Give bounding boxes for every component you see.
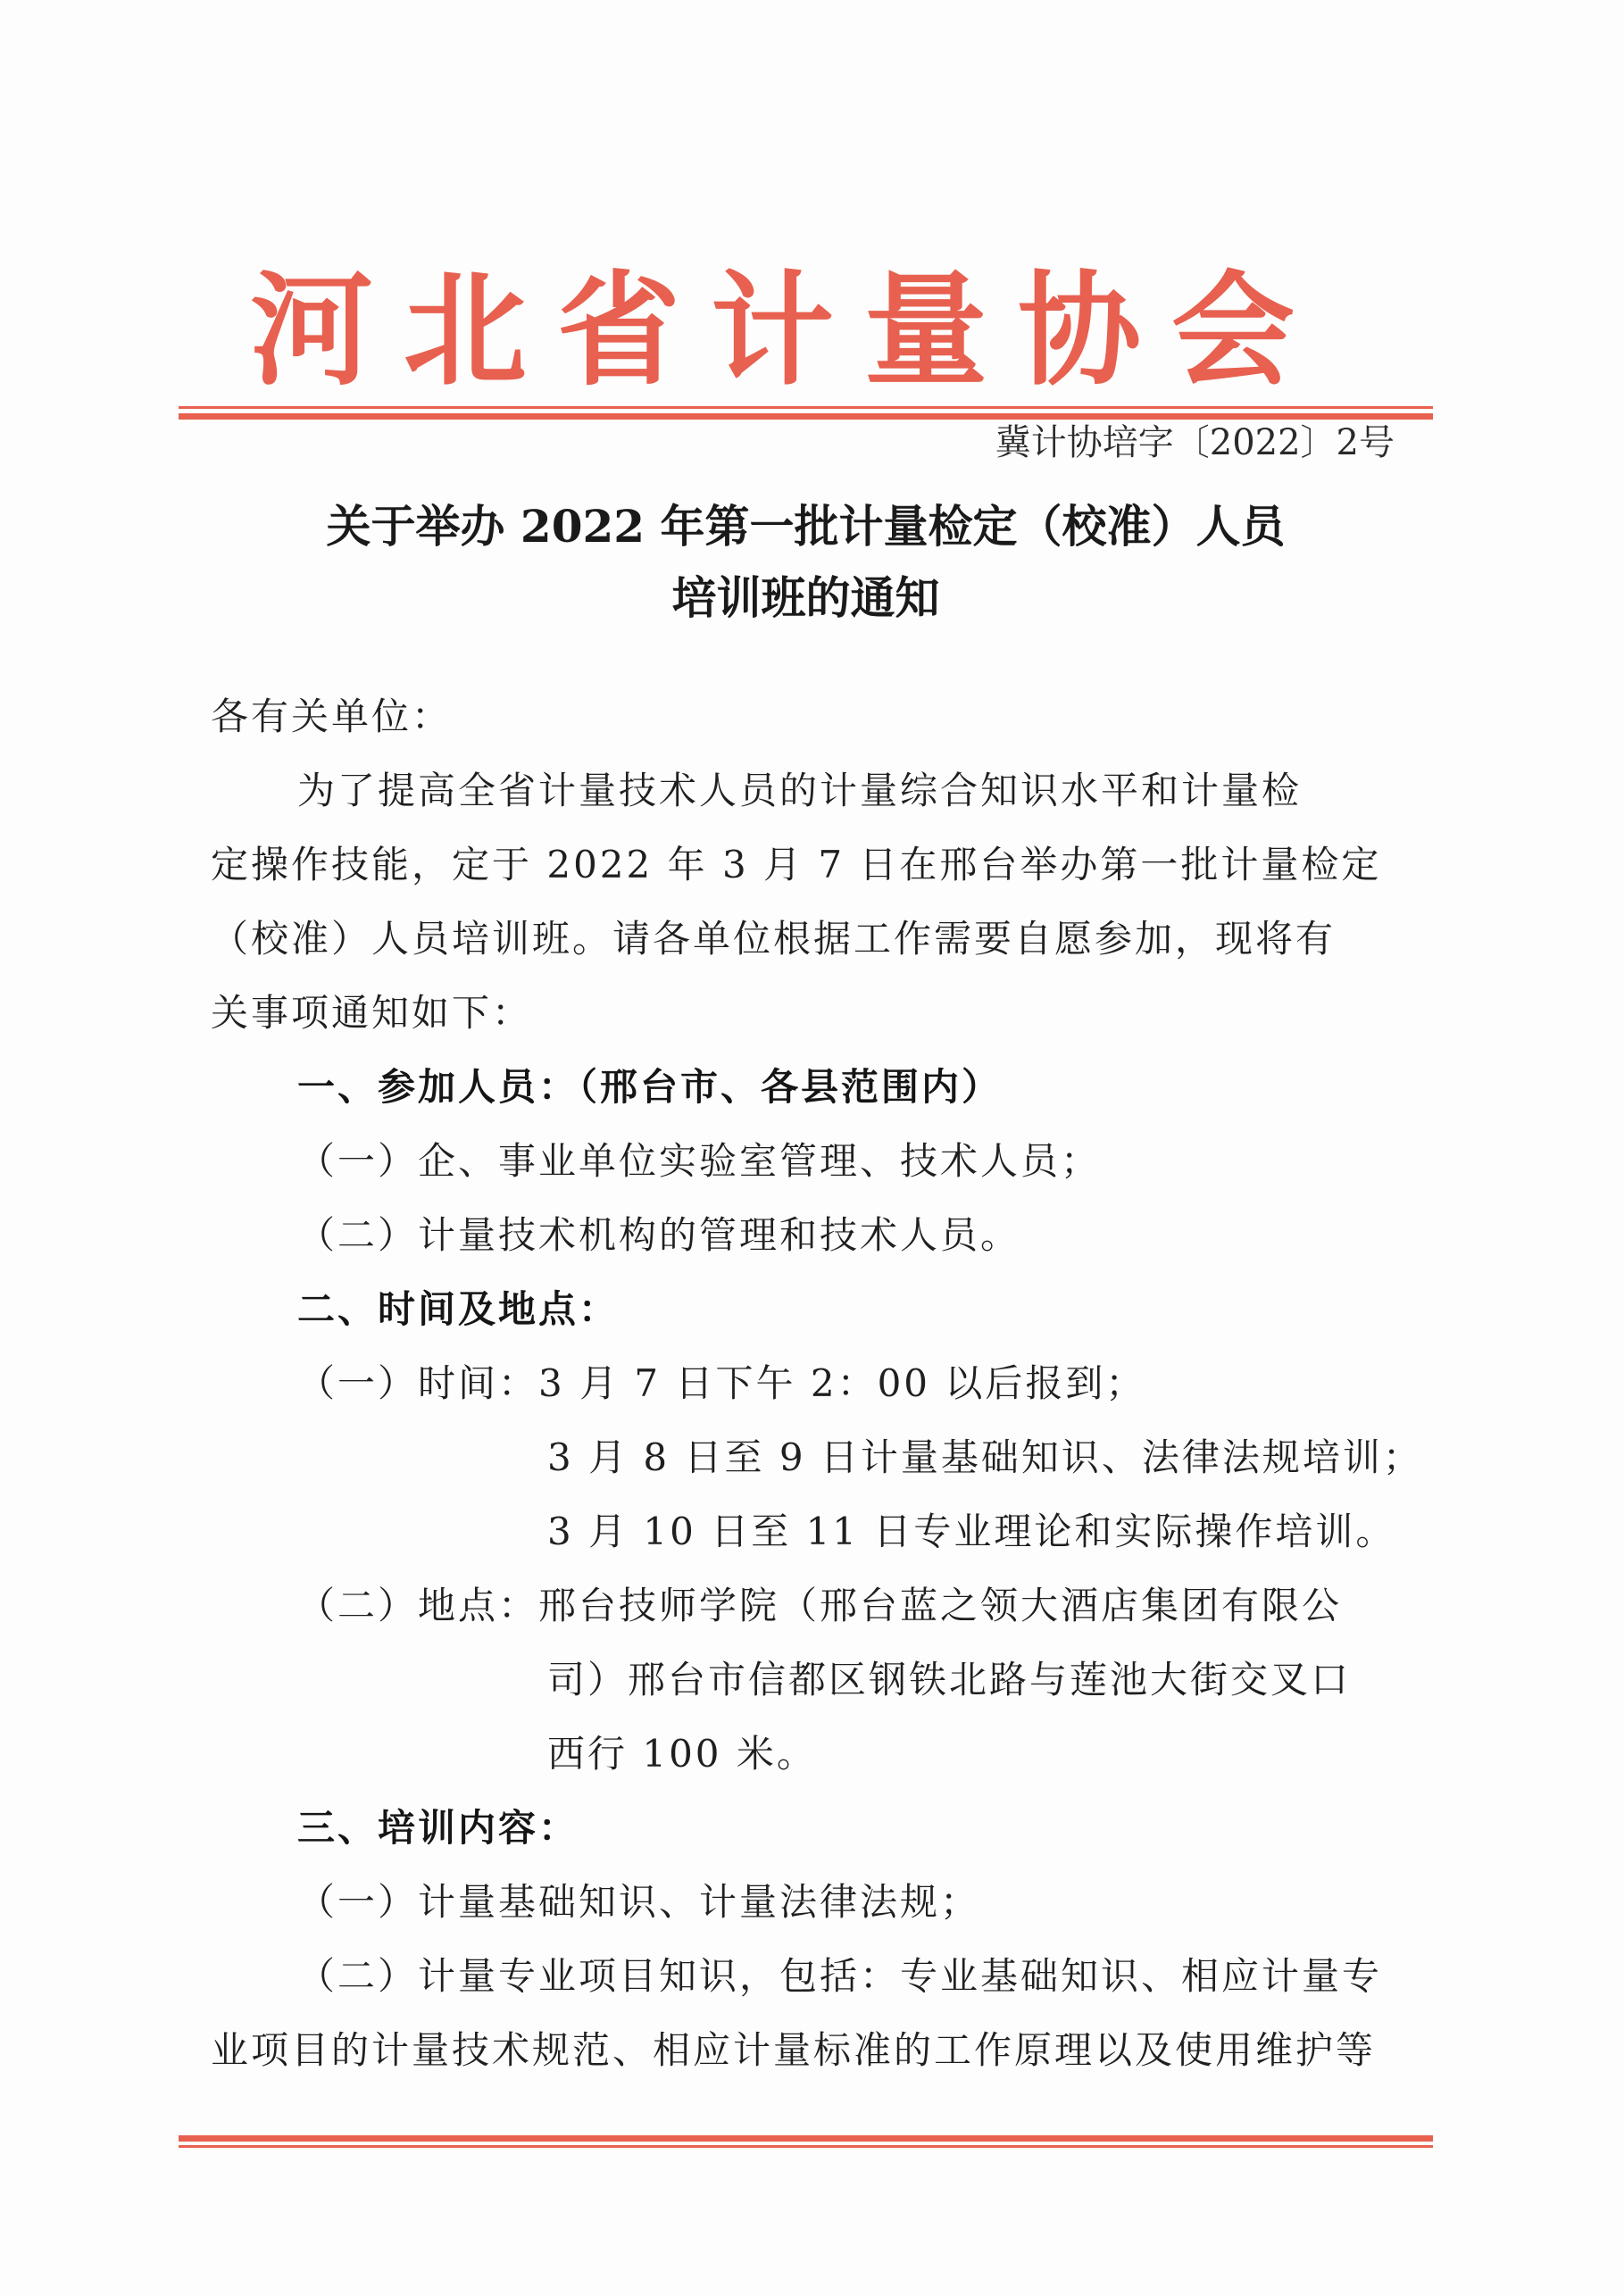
header-rule-thin xyxy=(179,406,1433,409)
section-2-time-line-1: （一）时间：3 月 7 日下午 2：00 以后报到； xyxy=(297,1361,1146,1405)
intro-line-1: 为了提高全省计量技术人员的计量综合知识水平和计量检 xyxy=(297,769,1303,812)
section-3-heading: 三、培训内容： xyxy=(297,1806,579,1850)
section-1-item-2: （二）计量技术机构的管理和技术人员。 xyxy=(297,1213,1021,1257)
document-number: 冀计协培字〔2022〕2号 xyxy=(995,422,1395,463)
section-2-place-line-2: 司）邢台市信都区钢铁北路与莲池大街交叉口 xyxy=(547,1658,1352,1701)
intro-line-2: 定操作技能，定于 2022 年 3 月 7 日在邢台举办第一批计量检定 xyxy=(211,843,1382,886)
section-2-place-line-3: 西行 100 米。 xyxy=(547,1732,817,1776)
document-title-line-1: 关于举办 2022 年第一批计量检定（校准）人员 xyxy=(326,500,1286,553)
footer-rule-thick xyxy=(179,2135,1433,2142)
footer-rule-thin xyxy=(179,2145,1433,2148)
section-1-heading: 一、参加人员：（邢台市、各县范围内） xyxy=(297,1065,1003,1109)
section-3-item-2: （二）计量专业项目知识，包括：专业基础知识、相应计量专 xyxy=(297,1954,1383,1998)
section-3-item-2-continued: 业项目的计量技术规范、相应计量标准的工作原理以及使用维护等 xyxy=(211,2028,1377,2072)
section-2-place-line-1: （二）地点：邢台技师学院（邢台蓝之领大酒店集团有限公 xyxy=(297,1584,1343,1627)
section-1-item-1: （一）企、事业单位实验室管理、技术人员； xyxy=(297,1139,1102,1183)
organization-header-title: 河北省计量协会 xyxy=(250,257,1326,403)
intro-line-3: （校准）人员培训班。请各单位根据工作需要自愿参加，现将有 xyxy=(211,917,1337,961)
section-2-heading: 二、时间及地点： xyxy=(297,1287,620,1331)
section-3-item-1: （一）计量基础知识、计量法律法规； xyxy=(297,1880,981,1924)
intro-line-4: 关事项通知如下： xyxy=(211,991,533,1035)
salutation: 各有关单位： xyxy=(211,695,453,738)
document-title-line-2: 培训班的通知 xyxy=(671,571,940,624)
section-2-time-line-3: 3 月 10 日至 11 日专业理论和实际操作培训。 xyxy=(547,1510,1396,1553)
section-2-time-line-2: 3 月 8 日至 9 日计量基础知识、法律法规培训； xyxy=(547,1435,1423,1479)
